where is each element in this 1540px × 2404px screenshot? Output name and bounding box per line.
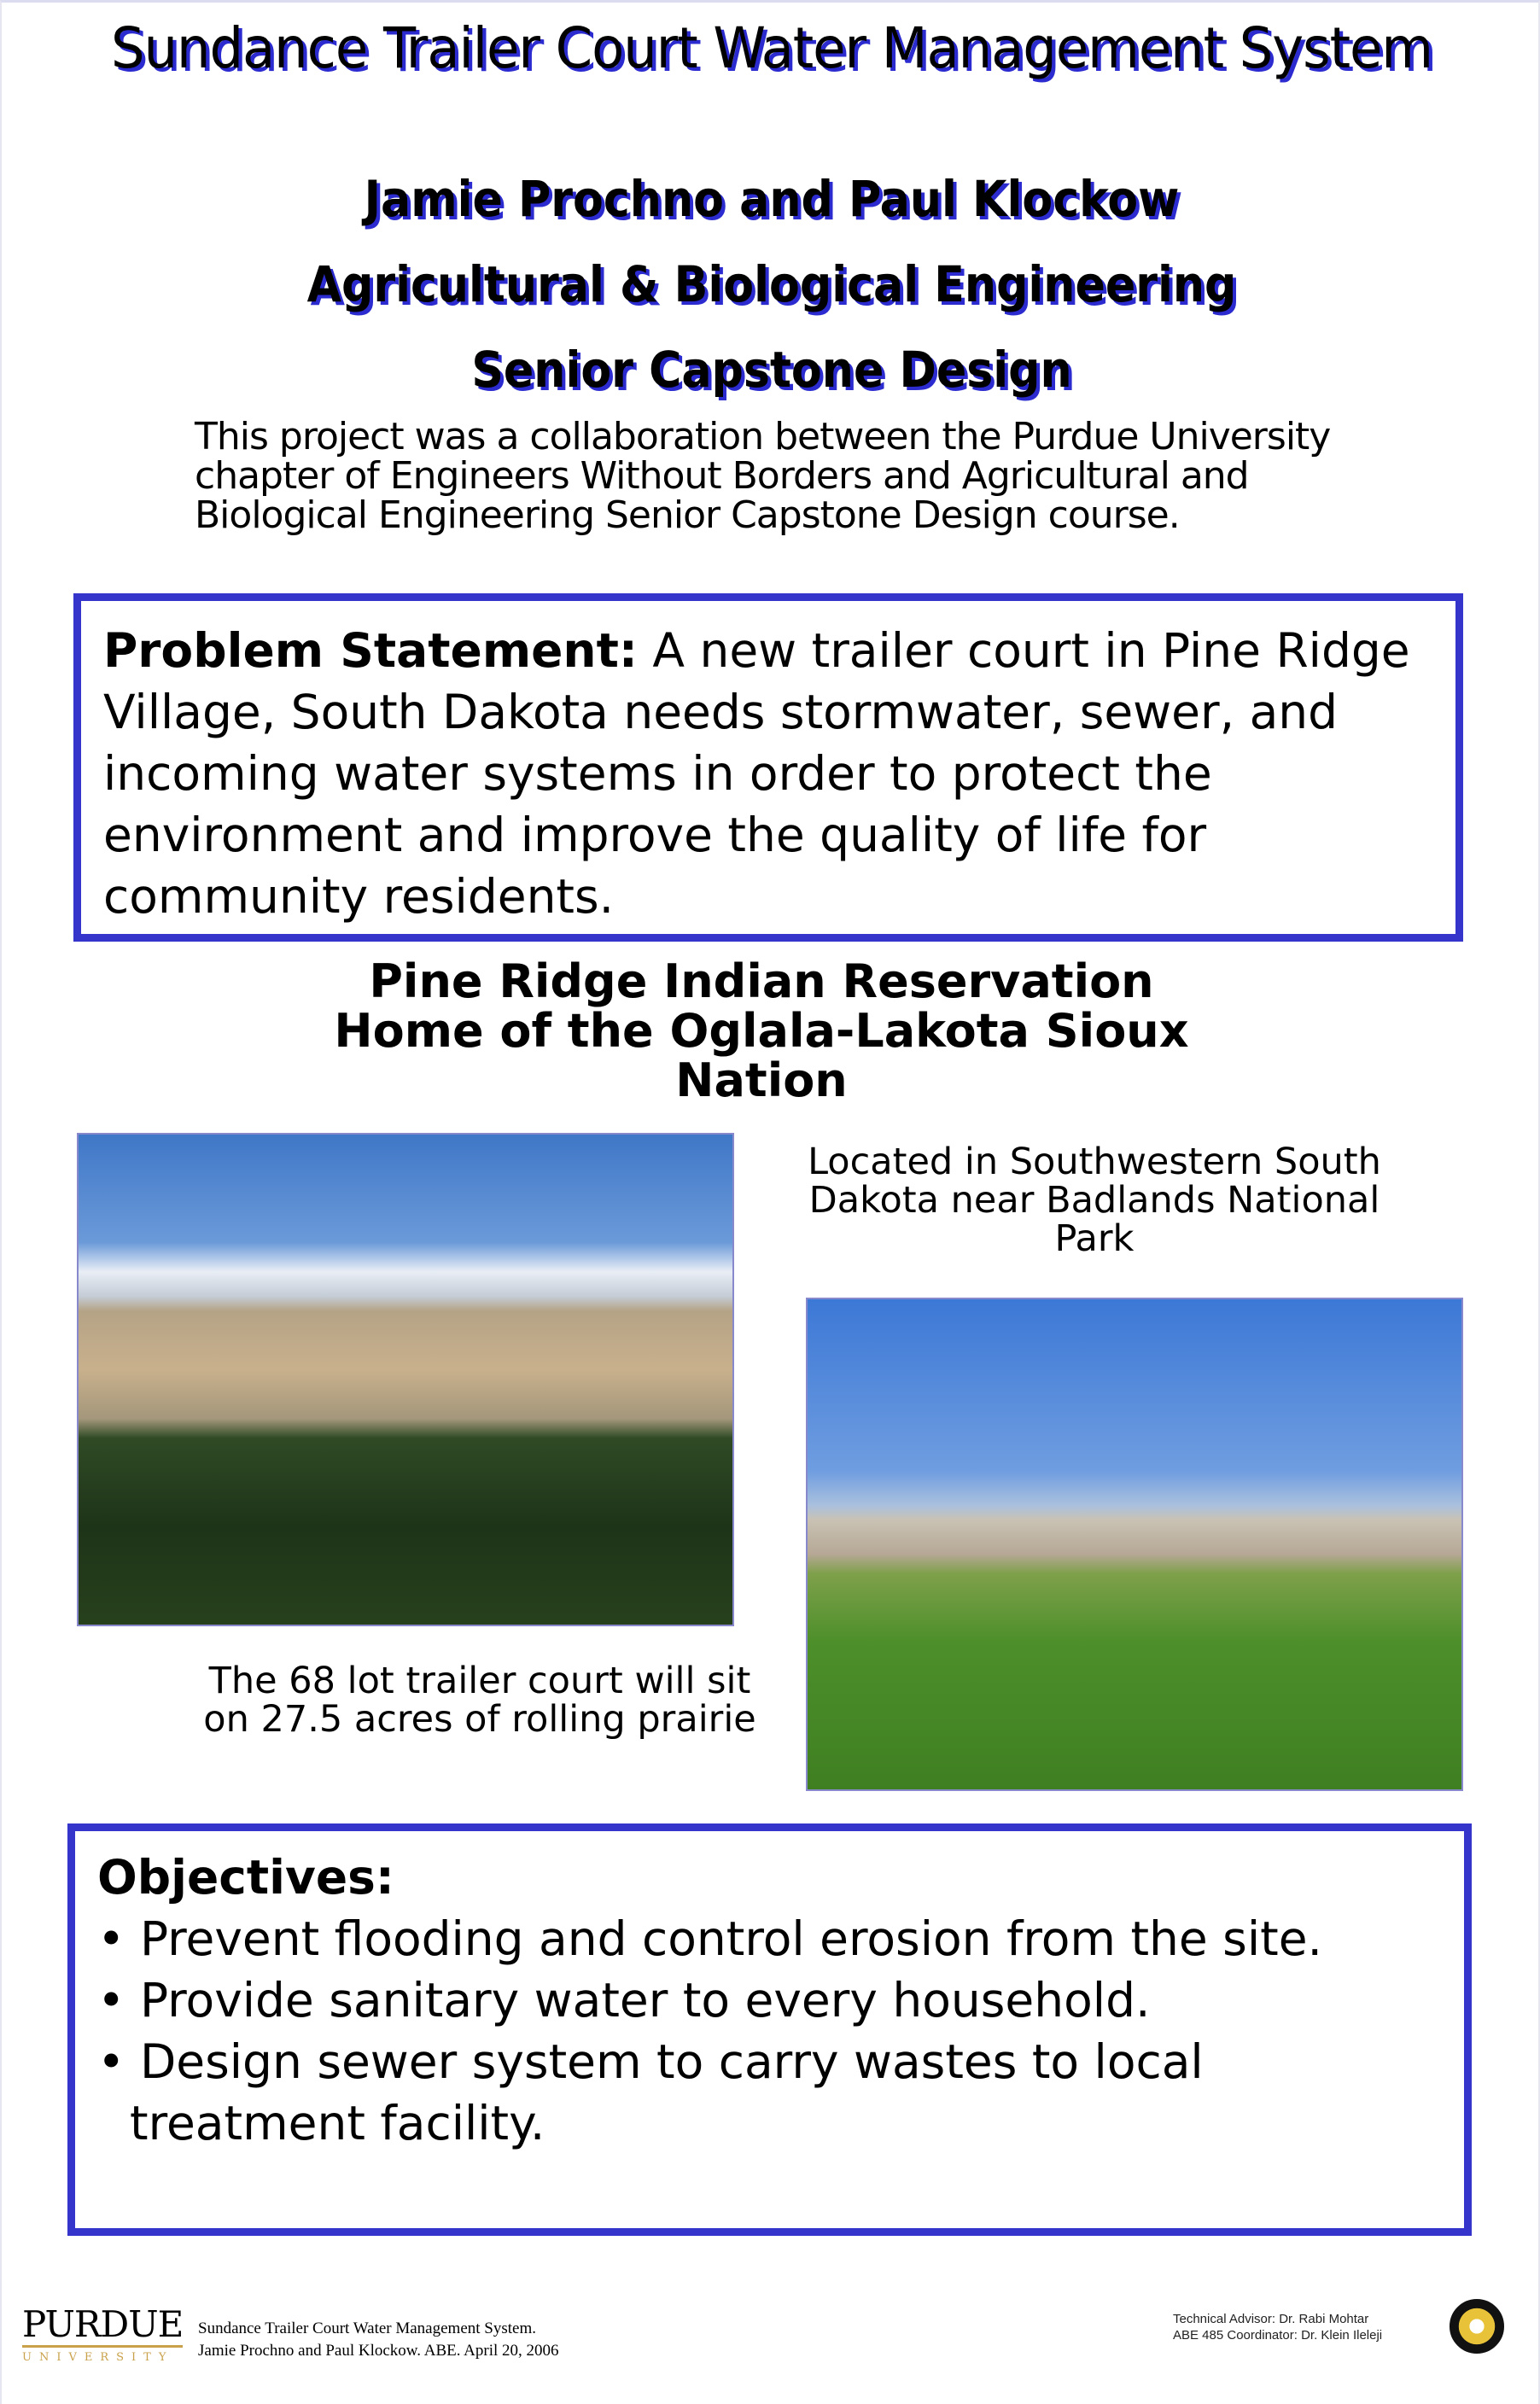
abe-seal-icon <box>1450 2299 1504 2354</box>
location-heading-line2: Home of the Oglala-Lakota Sioux Nation <box>334 1004 1189 1107</box>
footer-line2: Jamie Prochno and Paul Klockow. ABE. April 20, 2006 <box>198 2342 559 2360</box>
footer-advisors <box>1173 2311 1382 2343</box>
objectives-label: Objectives: <box>97 1850 394 1905</box>
located-caption: Located in Southwestern South Dakota near Badlands National Park <box>808 1141 1381 1260</box>
objective-text: Design sewer system to carry wastes to local treatment facility. <box>130 2034 1204 2150</box>
purdue-logo-sub: UNIVERSITY <box>22 2351 174 2364</box>
intro-paragraph: This project was a collaboration between the Purdue University chapter of Engineers Without Borders and Agricultural and Biological Engineering Senior Capstone Design course. <box>195 415 1331 537</box>
purdue-logo <box>22 2303 184 2364</box>
objective-item: • Prevent flooding and control erosion from the site. <box>97 1911 1323 1966</box>
footer <box>22 2299 1525 2376</box>
objective-item: • Provide sanitary water to every household. <box>97 1973 1151 2028</box>
course-coordinator: ABE 485 Coordinator: Dr. Klein Ileleji <box>1173 2328 1383 2343</box>
objectives-list <box>97 1908 1442 2154</box>
purdue-logo-word: PURDUE <box>22 2306 183 2348</box>
objectives-box <box>67 1823 1472 2236</box>
department: Agricultural & Biological Engineering <box>306 255 1237 313</box>
technical-advisor: Technical Advisor: Dr. Rabi Mohtar <box>1173 2312 1369 2326</box>
crazy-horse-photo <box>77 1133 734 1626</box>
badlands-prairie-photo <box>806 1298 1463 1791</box>
problem-text: A new trailer court in Pine Ridge Village, South Dakota needs stormwater, sewer, and incoming water systems in order to protect the environment and improve the quality of life for community residents. <box>103 623 1410 924</box>
objective-text: Provide sanitary water to every household. <box>139 1973 1151 2028</box>
objective-text: Prevent flooding and control erosion from the site. <box>139 1911 1323 1966</box>
trailer-court-caption: The 68 lot trailer court will sit on 27.5 acres of rolling prairie <box>203 1660 756 1741</box>
problem-statement-box <box>73 593 1463 942</box>
authors: Jamie Prochno and Paul Klockow <box>364 170 1180 228</box>
course: Senior Capstone Design <box>471 341 1072 399</box>
objective-item: • Design sewer system to carry wastes to local treatment facility. <box>97 2034 1204 2150</box>
footer-line1: Sundance Trailer Court Water Management System. <box>198 2319 536 2337</box>
location-heading-line1: Pine Ridge Indian Reservation <box>369 954 1154 1008</box>
poster-title: Sundance Trailer Court Water Management System <box>111 15 1432 81</box>
location-heading <box>292 954 1231 1107</box>
problem-label: Problem Statement: <box>103 623 638 678</box>
footer-citation <box>198 2318 559 2362</box>
